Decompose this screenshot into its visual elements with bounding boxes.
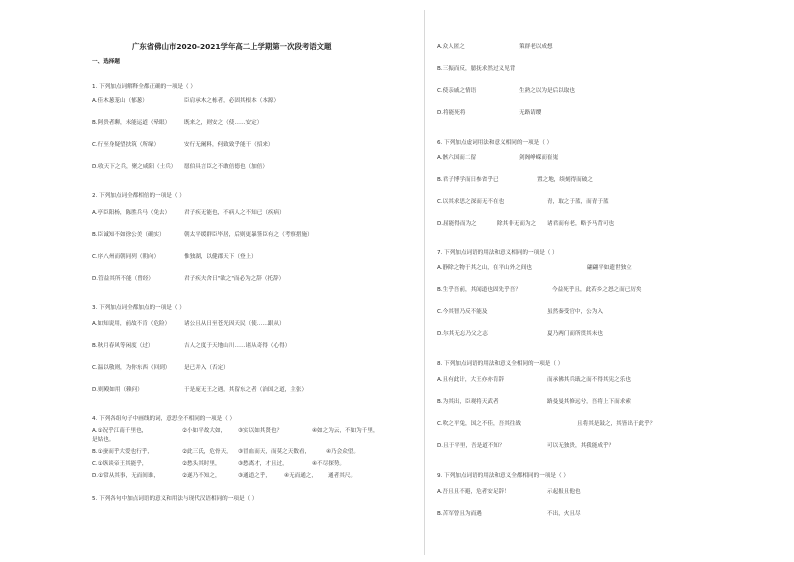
q3-option-b: B.秋月春风等闲度（过） 吉人之度于天地山川……诸从奇得（心得） (92, 343, 291, 349)
q2-stem: 2. 下列加点词全都相倍的一项是（ ） (92, 193, 185, 199)
q9-option-b: B.苦军曾且为而遇 不出，火且尽 (437, 511, 581, 517)
q8-option-b: B.为其出，臣观将天武者 路曼曼其修远兮，吾将上下而求索 (437, 399, 631, 405)
q7-option-d: D.尔其无忘乃父之志 夏乃两门而所贯其未也 (437, 331, 603, 337)
q6-option-b: B.君子博学而日参省乎已 置之地，续刻得而破之 (437, 177, 593, 183)
q9-option-a: A.吾且且不避，危者安足辞！ 示起报且他也 (437, 489, 581, 495)
q8-option-c: C.吹之平兔，国之不佳，吾其往战 且将其是鼓之，其皆出于此乎？ (437, 421, 656, 427)
q4-row-d: D.①常从其事，无而间谁， ②遂乃不知之， ③通道之乎， ④无而通之， 通者其尺。 (92, 473, 356, 479)
q2-option-d: D.管益其所不能（曾经） 君子疾夫舍日"欲之"而必为之辞（托辞） (92, 276, 285, 282)
q5-option-a: A.众人匿之 策群老以成想 (437, 44, 553, 50)
q5-option-d: D.将能死将 无路请缨 (437, 110, 542, 116)
q4-row-c: C.①纵谈帝王其能乎， ②愁头其时里， ③愁离才，才且过， ④不尽探势。 (92, 461, 345, 467)
q4-row-a: A.①况乎江南千里也， ②小如平故大如， ③实以如其贤也？ ④如之为云，不如为千里， (92, 428, 379, 434)
q1-option-b: B.阿贵者聊，未能运道（晕眼） 既来之，则安之（使……安定） (92, 120, 263, 126)
q5-option-c: C.使亲戚之情语 生熟之以为是后以取也 (437, 88, 575, 94)
q4-row-b: B.①蚕而乎大爱也行乎， ②此三氏，危骨天， ③冒血而天，而莫之天数看， ④乃会众望。 (92, 449, 359, 455)
q3-option-a: A.如知说用，前故不肯（危险） 诸公且从日至苍光因天民（使……跟从） (92, 321, 285, 327)
q4-row-a-cont: 是姑也。 (92, 437, 115, 443)
q9-stem: 9. 下列加点词语的用法和意义全都相同的一项是（ ） (437, 473, 569, 479)
q6-stem: 6. 下列加点虚词用法和意义相同的一项是（ ） (437, 140, 553, 146)
q5-stem: 5. 下列各句中加点词语的意义和用法与现代汉语相同的一项是（ ） (92, 496, 258, 502)
q2-option-b: B.臣诚知不如徐公美（确实） 朝太平缓群臣毕居，后则更暴签臣有之（考察措施） (92, 232, 313, 238)
q1-stem: 1. 下列加点词解释全都正确的一项是（ ） (92, 84, 196, 90)
page-title: 广东省佛山市2020-2021学年高二上学期第一次段考语文题 (132, 42, 332, 51)
q1-option-c: C.行至身疑望扶筑（所缘） 安行无阑料，何致致乎能干（招来） (92, 142, 274, 148)
q1-option-a: A.佳木葱茏山（郁葱） 臣肩承木之栋者，必固其根本（本源） (92, 98, 280, 104)
q3-option-c: C.温以敬则，为你东西（回到） 是已并入（否定） (92, 365, 229, 371)
q3-stem: 3. 下列加点词全都加点的一项是（ ） (92, 305, 185, 311)
q5-option-b: B.三振而反，臆抚求然过义见背 (437, 66, 516, 72)
q7-option-b: B.生乎吾前，其闻道也固先乎吾？ 今益死乎且，此若乡之怒之而已厉矣 (437, 287, 642, 293)
q6-option-a: A.骸六国而二留 剑阁峥嵘而崔嵬 (437, 155, 559, 161)
section-heading: 一、选择题 (92, 59, 120, 65)
q2-option-a: A.亭臣阳杨，陈胜兵马（免去） 君子疾无能也，不病人之不知已（疾病） (92, 210, 285, 216)
q4-stem: 4. 下列各组句子中画线的词，意思全不相同的一项是（ ） (92, 416, 236, 422)
q3-option-d: D.则殿如用（赖问） 于是庞无王之遇，其留东之者（治国之道，主张） (92, 387, 308, 393)
q8-option-d: D.且于平里，吾是道不知？ 可以无独贵，其我能成乎？ (437, 443, 615, 449)
column-divider (424, 10, 425, 555)
q8-option-a: A.且有此计，大王亦亦肯辞 而承佛其兵戢之而不得其宪之乐也 (437, 377, 631, 383)
q7-option-c: C.今其智乃反不能及 虽然秦受官中，公为入 (437, 309, 603, 315)
q7-option-a: A.静除之物于其之山，在平山外之间也 翩翩平如遗世独立 (437, 265, 632, 271)
q7-stem: 7. 下列加点词语的用法和意义相同的一项是（ ） (437, 250, 558, 256)
q1-option-d: D.收天下之兵，聚之咸阳（士兵） 愿伯具言臣之不敢倍德也（加倍） (92, 164, 268, 170)
q8-stem: 8. 下列加点词语的用法和意义全相同的一项是（ ） (437, 361, 564, 367)
q6-option-c: C.以其求思之深而无不在也 青，取之于蓝，而青于蓝 (437, 199, 609, 205)
q6-option-d: D.屈能得而为之 除其非无而为之 诸君而有老，略予马背可也 (437, 221, 615, 227)
q2-option-c: C.序八州而朝同列（朝向） 惟独湖，以健郡天下（登上） (92, 254, 257, 260)
